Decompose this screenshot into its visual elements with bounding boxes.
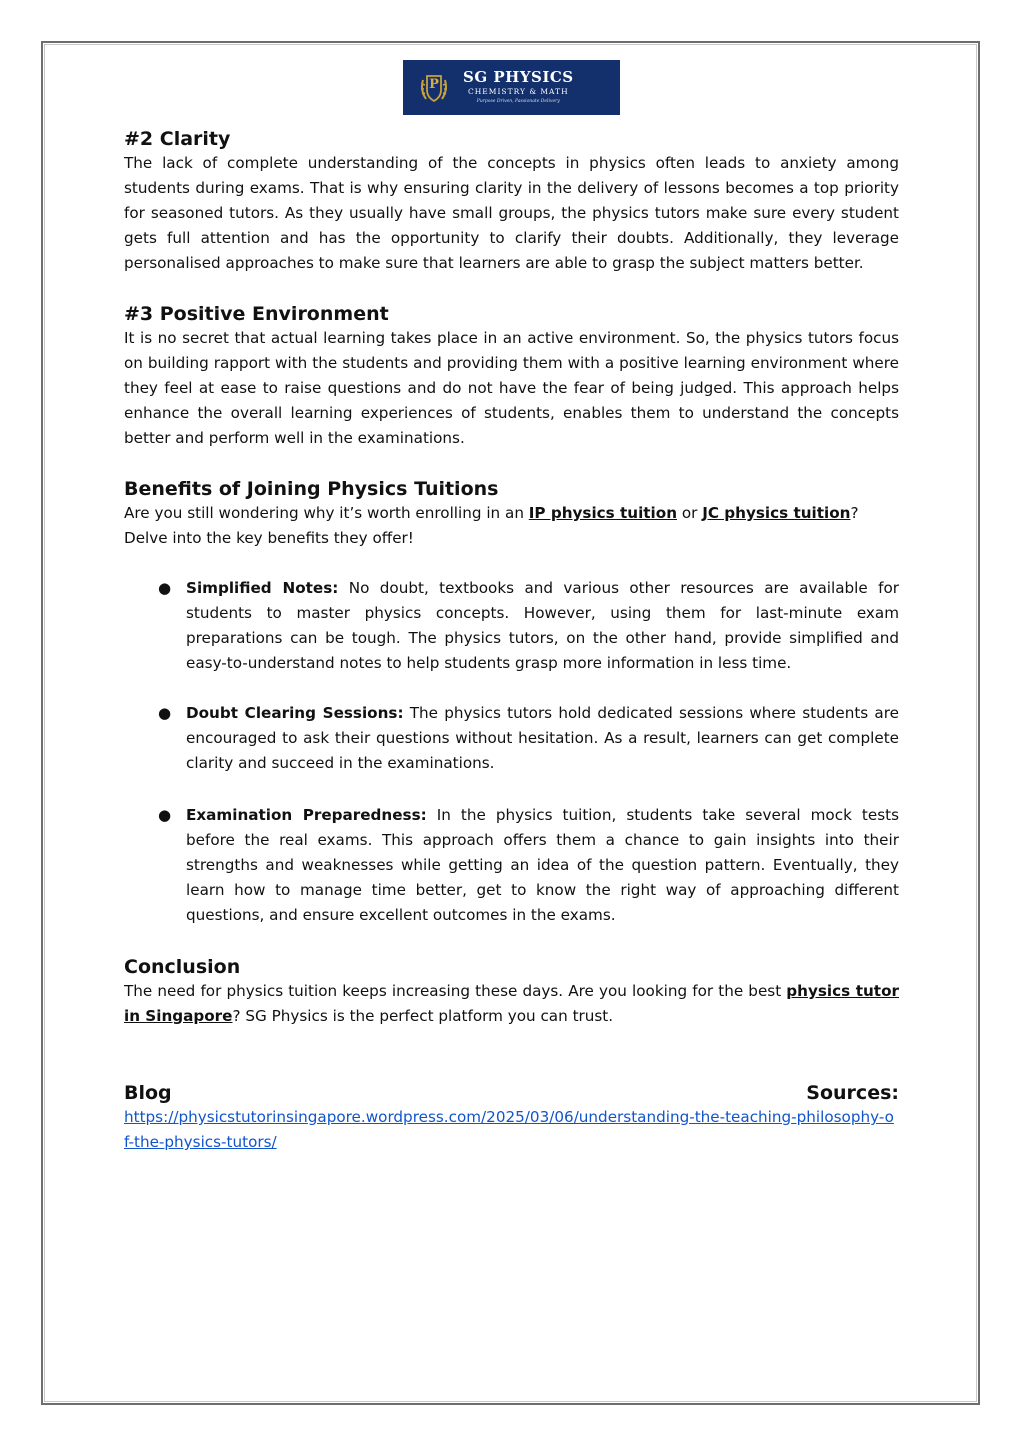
jc-physics-tuition-link[interactable]: JC physics tuition (702, 504, 851, 522)
benefit-item-doubt-clearing (124, 701, 899, 776)
conclusion-paragraph (124, 979, 899, 1029)
positive-environment-heading: #3 Positive Environment (124, 303, 389, 325)
blog-source-link[interactable]: https://physicstutorinsingapore.wordpress.com/2025/03/06/understanding-the-teaching-philosophy-of-the-physics-tutors/ (124, 1108, 894, 1151)
benefit-lead: Examination Preparedness: (186, 806, 427, 824)
logo-title: SG PHYSICS (463, 68, 574, 86)
benefit-item-examination-preparedness (124, 803, 899, 928)
benefit-lead: Doubt Clearing Sessions: (186, 704, 404, 722)
sources-label: Sources: (806, 1082, 899, 1104)
ip-physics-tuition-link[interactable]: IP physics tuition (528, 504, 678, 522)
logo-tagline: Purpose Driven, Passionate Delivery (476, 99, 560, 104)
conclusion-text: The need for physics tuition keeps increasing these days. Are you looking for the best (124, 982, 787, 1000)
sg-physics-logo (403, 60, 620, 115)
conclusion-text-end: ? SG Physics is the perfect platform you can trust. (232, 1007, 614, 1025)
logo-letter: P (429, 76, 439, 92)
bullet-icon: ● (158, 704, 172, 722)
benefits-heading: Benefits of Joining Physics Tuitions (124, 478, 499, 500)
blog-url-paragraph (124, 1105, 899, 1155)
benefit-text: No doubt, textbooks and various other resources are available for students to master physics concepts. However, using them for last-minute exam preparations can be tough. The physics tutors, on the other hand, provide simplified and easy-to-understand notes to help students grasp more information in less time. (186, 579, 899, 672)
benefits-intro-or: or (677, 504, 703, 522)
benefit-lead: Simplified Notes: (186, 579, 339, 597)
positive-environment-paragraph: It is no secret that actual learning takes place in an active environment. So, the physics tutors focus on building rapport with the students and providing them with a positive learning environment where they feel at ease to raise questions and do not have the fear of being judged. This approach helps enhance the overall learning experiences of students, enables them to understand the concepts better and perform well in the examinations. (124, 329, 899, 447)
blog-label: Blog (124, 1082, 172, 1104)
physics-tutor-singapore-link[interactable]: physics tutor in Singapore (124, 982, 899, 1025)
benefit-item-simplified-notes (124, 576, 899, 676)
laurel-shield-icon (419, 70, 449, 106)
benefits-intro-end: ? Delve into the key benefits they offer! (124, 504, 859, 547)
bullet-icon: ● (158, 579, 172, 597)
blog-sources-row (124, 1081, 899, 1105)
benefits-intro (124, 501, 899, 551)
document-body (124, 127, 899, 1155)
logo-subtitle: CHEMISTRY & MATH (468, 87, 569, 96)
clarity-paragraph: The lack of complete understanding of the concepts in physics often leads to anxiety among students during exams. That is why ensuring clarity in the delivery of lessons becomes a top priority for seasoned tutors. As they usually have small groups, the physics tutors make sure every student gets full attention and has the opportunity to clarify their doubts. Additionally, they leverage personalised approaches to make sure that learners are able to grasp the subject matters better. (124, 154, 899, 272)
conclusion-heading: Conclusion (124, 956, 241, 978)
clarity-heading: #2 Clarity (124, 128, 231, 150)
benefit-text: The physics tutors hold dedicated sessions where students are encouraged to ask their questions without hesitation. As a result, learners can get complete clarity and succeed in the examinations. (186, 704, 899, 772)
bullet-icon: ● (158, 806, 172, 824)
benefits-list (124, 576, 899, 928)
benefits-intro-text: Are you still wondering why it’s worth enrolling in an (124, 504, 529, 522)
benefit-text: In the physics tuition, students take several mock tests before the real exams. This approach offers them a chance to gain insights into their strengths and weaknesses while getting an idea of the question pattern. Eventually, they learn how to manage time better, get to know the right way of approaching different questions, and ensure excellent outcomes in the exams. (186, 806, 899, 924)
